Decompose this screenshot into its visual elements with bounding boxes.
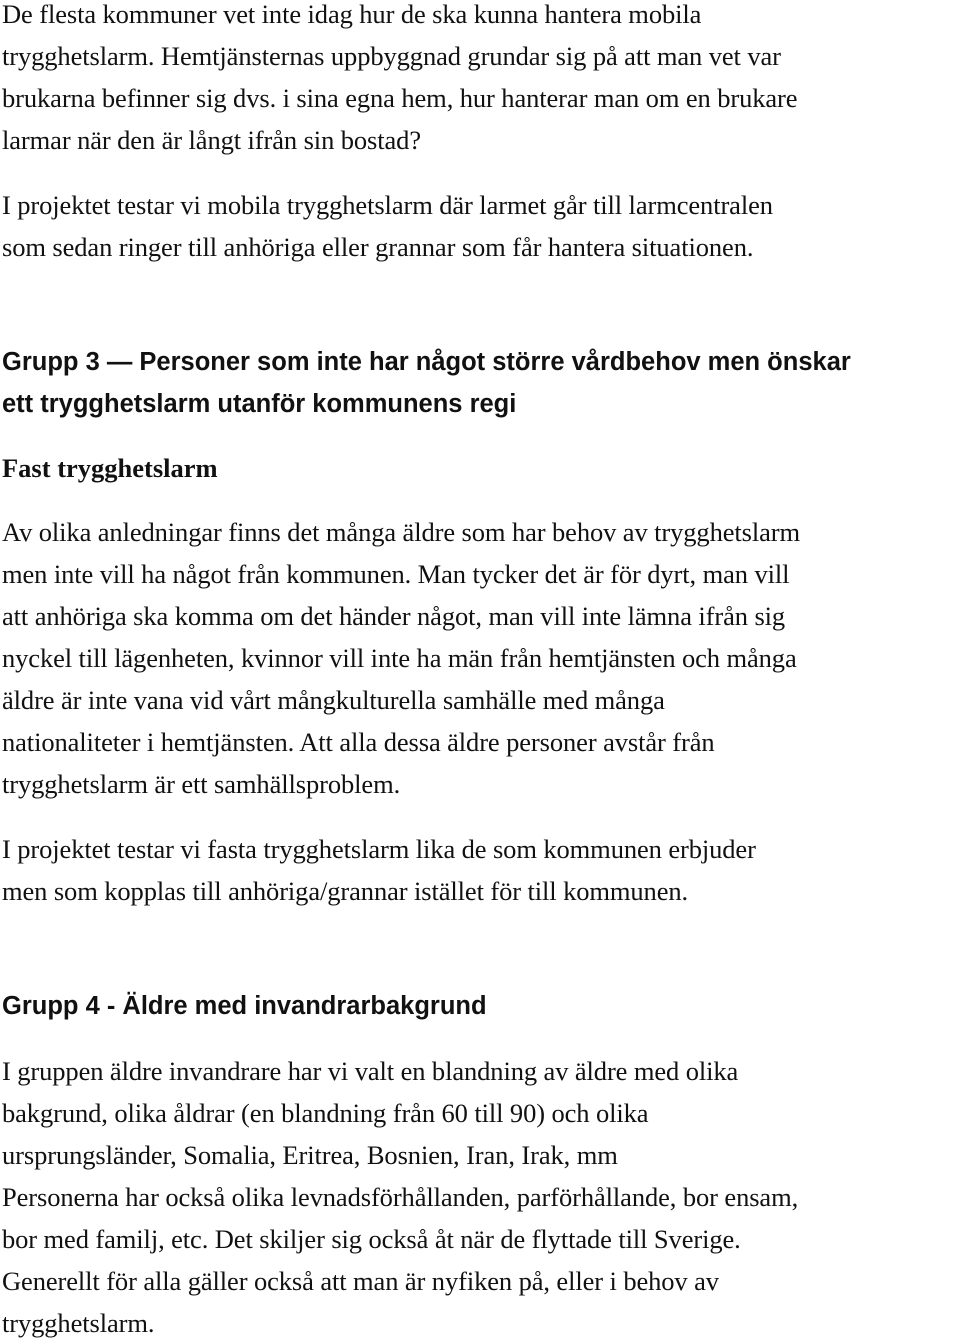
text-line: trygghetslarm är ett samhällsproblem. [2, 769, 401, 799]
text-line: larmar när den är långt ifrån sin bostad? [2, 125, 421, 155]
text-line: Av olika anledningar finns det många äldre som har behov av trygghetslarm [2, 517, 801, 547]
text-line: bor med familj, etc. Det skiljer sig också åt när de flyttade till Sverige. [2, 1224, 741, 1254]
text-line: trygghetslarm. Hemtjänsternas uppbyggnad grundar sig på att man vet var [2, 41, 781, 71]
text-line: Personerna har också olika levnadsförhållanden, parförhållande, bor ensam, [2, 1182, 799, 1212]
text-line: Generellt för alla gäller också att man är nyfiken på, eller i behov av [2, 1266, 719, 1296]
text-line: nationaliteter i hemtjänsten. Att alla dessa äldre personer avstår från [2, 727, 715, 757]
group4-heading: Grupp 4 - Äldre med invandrarbakgrund [2, 992, 487, 1020]
text-line: nyckel till lägenheten, kvinnor vill inte ha män från hemtjänsten och många [2, 643, 797, 673]
text-line: som sedan ringer till anhöriga eller grannar som får hantera situationen. [2, 232, 754, 262]
heading-line: ett trygghetslarm utanför kommunens regi [2, 390, 517, 418]
text-line: trygghetslarm. [2, 1308, 155, 1338]
group3-heading [2, 341, 851, 425]
text-line: bakgrund, olika åldrar (en blandning från 60 till 90) och olika [2, 1098, 649, 1128]
group3-paragraph [2, 511, 800, 805]
intro-paragraph [2, 0, 797, 161]
text-line: att anhöriga ska komma om det händer något, man vill inte lämna ifrån sig [2, 601, 786, 631]
text-line: ursprungsländer, Somalia, Eritrea, Bosnien, Iran, Irak, mm [2, 1140, 618, 1170]
text-line: men som kopplas till anhöriga/grannar istället för till kommunen. [2, 876, 689, 906]
group3-subheading: Fast trygghetslarm [2, 453, 218, 483]
project-mobile-paragraph [2, 184, 773, 268]
text-line: I projektet testar vi fasta trygghetslarm lika de som kommunen erbjuder [2, 834, 756, 864]
text-line: men inte vill ha något från kommunen. Man tycker det är för dyrt, man vill [2, 559, 790, 589]
heading-line: Grupp 3 — Personer som inte har något större vårdbehov men önskar [2, 348, 851, 376]
group4-paragraph [2, 1050, 798, 1344]
text-line: äldre är inte vana vid vårt mångkulturella samhälle med många [2, 685, 665, 715]
text-line: De flesta kommuner vet inte idag hur de ska kunna hantera mobila [2, 0, 702, 29]
text-line: I gruppen äldre invandrare har vi valt en blandning av äldre med olika [2, 1056, 739, 1086]
text-line: brukarna befinner sig dvs. i sina egna hem, hur hanterar man om en brukare [2, 83, 798, 113]
text-line: I projektet testar vi mobila trygghetslarm där larmet går till larmcentralen [2, 190, 773, 220]
project-fixed-paragraph [2, 828, 756, 912]
